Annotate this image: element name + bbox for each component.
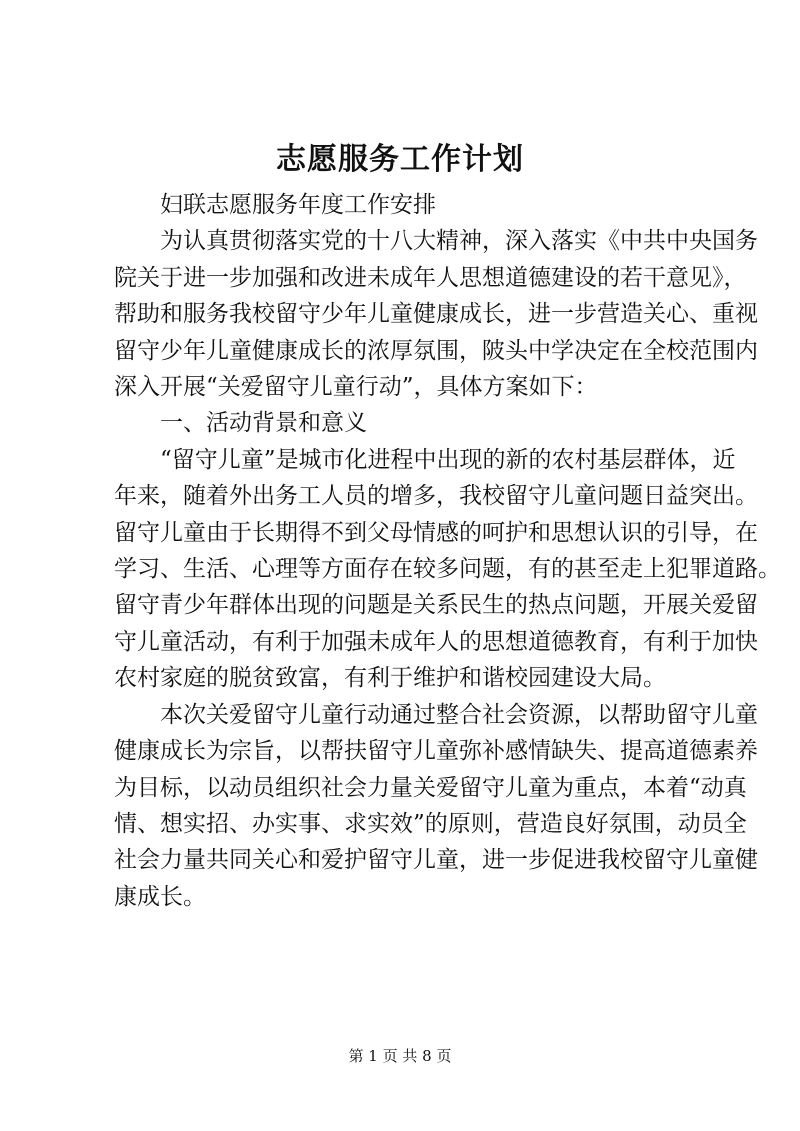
text-line: 农村家庭的脱贫致富，有利于维护和谐校园建设大局。	[114, 665, 666, 692]
text-line: 本次关爱留守儿童行动通过整合社会资源，以帮助留守儿童	[114, 701, 758, 728]
text-line: 康成长。	[114, 883, 206, 910]
document-body	[114, 187, 781, 915]
text-line: 院关于进一步加强和改进未成年人思想道德建设的若干意见》，	[114, 264, 747, 291]
document-title: 志愿服务工作计划	[276, 142, 524, 177]
text-line: 留守儿童由于长期得不到父母情感的呵护和思想认识的引导，在	[114, 519, 758, 546]
paragraph-purpose	[114, 697, 758, 915]
section-heading	[114, 405, 694, 441]
paragraph-intro	[114, 223, 758, 405]
text-line: 一、活动背景和意义	[114, 410, 367, 437]
text-line: 健康成长为宗旨，以帮扶留守儿童弥补感情缺失、提高道德素养	[114, 738, 758, 765]
text-line: 为目标，以动员组织社会力量关爱留守儿童为重点，本着“动真	[114, 774, 747, 801]
text-line: 社会力量共同关心和爱护留守儿童，进一步促进我校留守儿童健	[114, 847, 758, 874]
paragraph-subtitle	[114, 187, 694, 223]
text-line: 深入开展“关爱留守儿童行动”，具体方案如下：	[114, 374, 598, 401]
text-line: 妇联志愿服务年度工作安排	[114, 192, 436, 218]
text-line: 帮助和服务我校留守少年儿童健康成长，进一步营造关心、重视	[114, 301, 758, 328]
paragraph-background	[114, 442, 781, 697]
text-line: 为认真贯彻落实党的十八大精神，深入落实《中共中央国务	[114, 228, 758, 255]
text-line: 年来，随着外出务工人员的增多，我校留守儿童问题日益突出。	[114, 483, 758, 510]
text-line: 情、想实招、办实事、求实效”的原则，营造良好氛围，动员全	[114, 810, 747, 837]
text-line: “留守儿童”是城市化进程中出现的新的农村基层群体，近	[114, 446, 736, 473]
text-line: 留守青少年群体出现的问题是关系民生的热点问题，开展关爱留	[114, 592, 758, 619]
text-line: 留守少年儿童健康成长的浓厚氛围，陂头中学决定在全校范围内	[114, 337, 758, 364]
text-line: 守儿童活动，有利于加强未成年人的思想道德教育，有利于加快	[114, 628, 758, 655]
page-number-footer: 第 1 页 共 8 页	[348, 1047, 452, 1065]
text-line: 学习、生活、心理等方面存在较多问题，有的甚至走上犯罪道路。	[114, 556, 781, 583]
